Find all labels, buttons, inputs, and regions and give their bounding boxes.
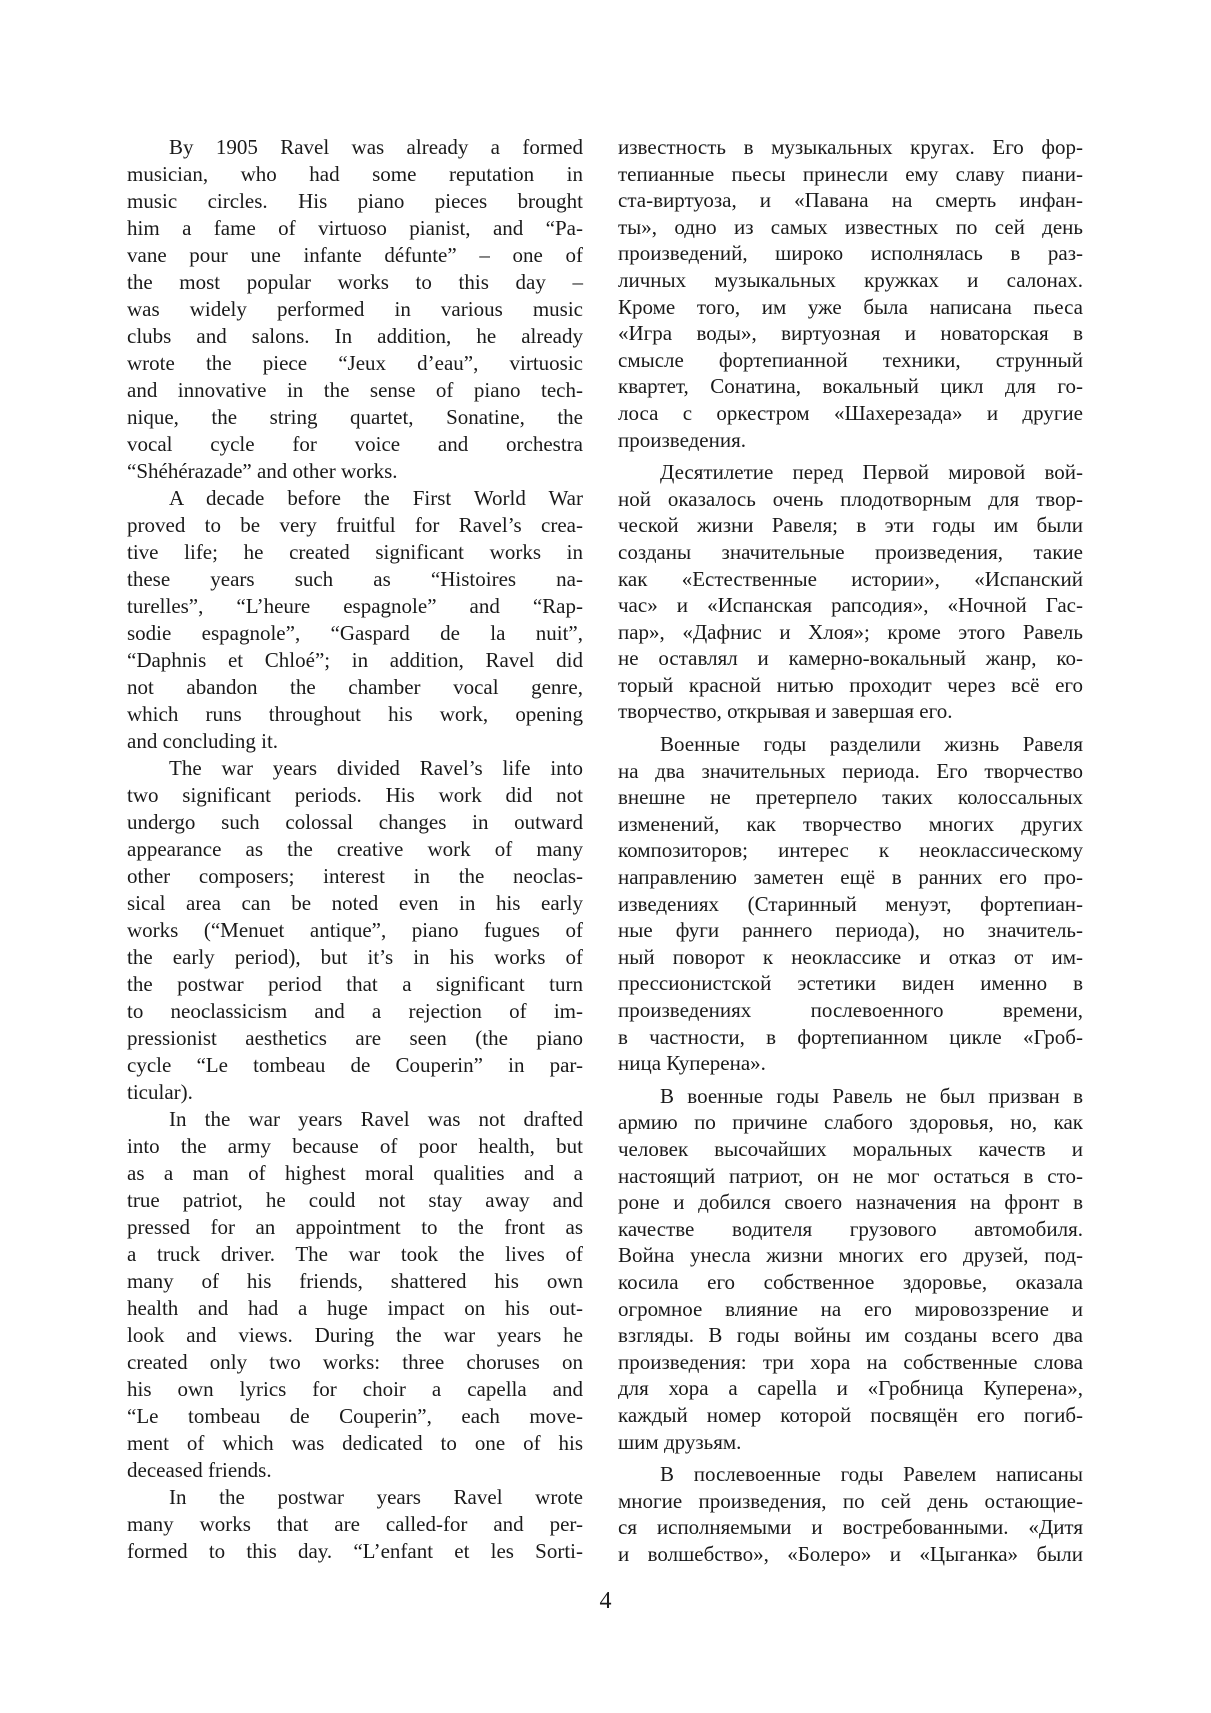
text-line: армию по причине слабого здоровья, но, как [618,1110,1083,1135]
text-line: the postwar period that a significant turn [127,972,583,996]
paragraph [618,134,1083,453]
text-line: sodie espagnole”, “Gaspard de la nuit”, [127,621,583,645]
text-line: произведений, широко исполнялась в раз- [618,241,1083,266]
text-line: человек высочайших моральных качеств и [618,1136,1083,1161]
text-line: clubs and salons. In addition, he already [127,324,583,348]
text-line: him a fame of virtuoso pianist, and “Pa- [127,216,583,240]
text-line: cycle “Le tombeau de Couperin” in par- [127,1053,583,1077]
text-line: other composers; interest in the neoclas- [127,864,583,888]
text-line: не оставлял и камерно-вокальный жанр, ко- [618,646,1083,671]
text-line: произведения: три хора на собственные слова [618,1349,1083,1374]
text-line: огромное влияние на его мировоззрение и [618,1296,1083,1321]
text-line: взгляды. В годы войны им созданы всего два [618,1323,1083,1348]
page-number: 4 [599,1588,612,1614]
text-line: лоса с оркестром «Шахерезада» и другие [618,400,1083,425]
text-line: musician, who had some reputation in [127,162,583,186]
text-line: pressionist aesthetics are seen (the piano [127,1026,583,1050]
text-line: изведениях (Старинный менуэт, фортепиан- [618,891,1083,916]
text-line: to neoclassicism and a rejection of im- [127,999,583,1023]
text-line: ные фуги раннего периода), но значитель- [618,918,1083,943]
text-line: внешне не претерпело таких колоссальных [618,785,1083,810]
text-line: true patriot, he could not stay away and [127,1188,583,1212]
text-line: как «Естественные истории», «Испанский [618,566,1083,591]
text-line: для хора a capella и «Гробница Куперена», [618,1376,1083,1401]
text-line: and concluding it. [127,729,279,753]
paragraph [127,1106,583,1484]
text-line: Десятилетие перед Первой мировой вой- [660,460,1083,485]
text-line: шим друзьям. [618,1429,742,1454]
text-line: ты», одно из самых известных по сей день [618,214,1083,239]
text-line: In the war years Ravel was not drafted [169,1107,583,1131]
text-line: which runs throughout his work, opening [127,702,583,726]
text-line: the early period), but it’s in his works of [127,945,583,969]
text-line: многие произведения, по сей день остающие- [618,1488,1083,1513]
text-line: appearance as the creative work of many [127,837,583,861]
text-line: was widely performed in various music [127,297,583,321]
text-line: творчество, открывая и завершая его. [618,699,953,724]
text-line: и волшебство», «Болеро» и «Цыганка» были [618,1541,1083,1566]
text-line: “Shéhérazade” and other works. [127,459,398,483]
paragraph [618,1083,1083,1455]
text-line: изменений, как творчество многих других [618,811,1083,836]
text-line: nique, the string quartet, Sonatine, the [127,405,583,429]
text-line: произведения. [618,427,746,452]
text-line: прессионистской эстетики виден именно в [618,971,1083,996]
text-line: личных музыкальных кружках и салонах. [618,267,1083,292]
text-line: In the postwar years Ravel wrote [169,1485,583,1509]
text-line: pressed for an appointment to the front as [127,1215,583,1239]
text-line: Кроме того, им уже была написана пьеса [618,294,1083,319]
english-column [127,134,583,1565]
text-line: ment of which was dedicated to one of his [127,1431,583,1455]
text-line: ticular). [127,1080,193,1104]
text-line: косила его собственное здоровье, оказала [618,1269,1083,1294]
text-line: formed to this day. “L’enfant et les Sorti- [127,1539,583,1563]
text-line: ной оказалось очень плодотворным для твор- [618,486,1083,511]
text-line: undergo such colossal changes in outward [127,810,583,834]
text-line: the most popular works to this day – [127,270,583,294]
text-line: направлению заметен ещё в ранних его про- [618,865,1083,890]
text-line: deceased friends. [127,1458,272,1482]
text-line: vane pour une infante défunte” – one of [127,243,583,267]
text-line: “Daphnis et Chloé”; in addition, Ravel did [127,648,583,672]
russian-column [618,134,1083,1573]
text-line: на два значительных периода. Его творчество [618,758,1083,783]
text-line: works (“Menuet antique”, piano fugues of [127,918,583,942]
text-line: these years such as “Histoires na- [127,567,583,591]
text-line: известность в музыкальных кругах. Его фор- [618,135,1083,159]
text-line: каждый номер которой посвящён его погиб- [618,1402,1083,1427]
text-line: many works that are called-for and per- [127,1512,583,1536]
text-line: роне и добился своего назначения на фронт в [618,1190,1083,1215]
paragraph [618,731,1083,1077]
text-line: торый красной нитью проходит через всё его [618,672,1083,697]
text-line: качестве водителя грузового автомобиля. [618,1216,1083,1241]
text-line: look and views. During the war years he [127,1323,583,1347]
text-line: произведениях послевоенного времени, [618,998,1083,1022]
text-line: композиторов; интерес к неоклассическому [618,838,1083,863]
text-line: В военные годы Равель не был призван в [660,1083,1083,1108]
text-line: By 1905 Ravel was already a formed [169,135,583,159]
text-line: as a man of highest moral qualities and a [127,1161,583,1185]
text-line: sical area can be noted even in his early [127,891,583,915]
text-line: many of his friends, shattered his own [127,1269,583,1293]
text-line: В послевоенные годы Равелем написаны [660,1462,1083,1487]
text-line: created only two works: three choruses on [127,1350,583,1374]
text-line: ся исполняемыми и востребованными. «Дитя [618,1515,1083,1540]
text-line: ница Куперена». [618,1051,766,1076]
text-line: The war years divided Ravel’s life into [169,756,583,780]
text-line: a truck driver. The war took the lives of [127,1242,583,1266]
text-line: тепианные пьесы принесли ему славу пиани- [618,161,1083,186]
paragraph [127,485,583,755]
text-line: час» и «Испанская рапсодия», «Ночной Гас- [618,593,1083,618]
text-line: ста-виртуоза, и «Павана на смерть инфан- [618,188,1083,213]
text-line: созданы значительные произведения, такие [618,539,1083,564]
text-line: music circles. His piano pieces brought [127,189,583,213]
text-line: wrote the piece “Jeux d’eau”, virtuosic [127,351,583,375]
text-line: health and had a huge impact on his out- [127,1296,583,1320]
text-line: and innovative in the sense of piano tech- [127,378,583,402]
text-line: в частности, в фортепианном цикле «Гроб- [618,1024,1083,1049]
text-line: not abandon the chamber vocal genre, [127,675,583,699]
text-line: Военные годы разделили жизнь Равеля [660,732,1083,757]
text-line: квартет, Сонатина, вокальный цикл для го- [618,374,1083,399]
paragraph [127,1484,583,1565]
text-line: tive life; he created significant works in [127,540,583,564]
paragraph [618,1461,1083,1567]
text-line: his own lyrics for choir a capella and [127,1377,583,1401]
text-line: пар», «Дафнис и Хлоя»; кроме этого Равель [618,619,1083,644]
text-line: vocal cycle for voice and orchestra [127,432,583,456]
text-line: two significant periods. His work did not [127,783,583,807]
text-line: into the army because of poor health, but [127,1134,583,1158]
text-line: A decade before the First World War [169,486,583,510]
text-line: ный поворот к неоклассике и отказ от им- [618,944,1083,969]
text-line: настоящий патриот, он не мог остаться в сто- [618,1163,1083,1188]
text-line: «Игра воды», виртуозная и новаторская в [618,321,1083,346]
text-line: смысле фортепианной техники, струнный [618,347,1083,372]
paragraph [127,755,583,1106]
text-line: proved to be very fruitful for Ravel’s crea- [127,513,583,537]
paragraph [127,134,583,485]
text-line: “Le tombeau de Couperin”, each move- [127,1404,583,1428]
text-line: Война унесла жизни многих его друзей, под- [618,1243,1083,1268]
text-line: turelles”, “L’heure espagnole” and “Rap- [127,594,583,618]
text-line: ческой жизни Равеля; в эти годы им были [618,513,1083,538]
paragraph [618,459,1083,725]
